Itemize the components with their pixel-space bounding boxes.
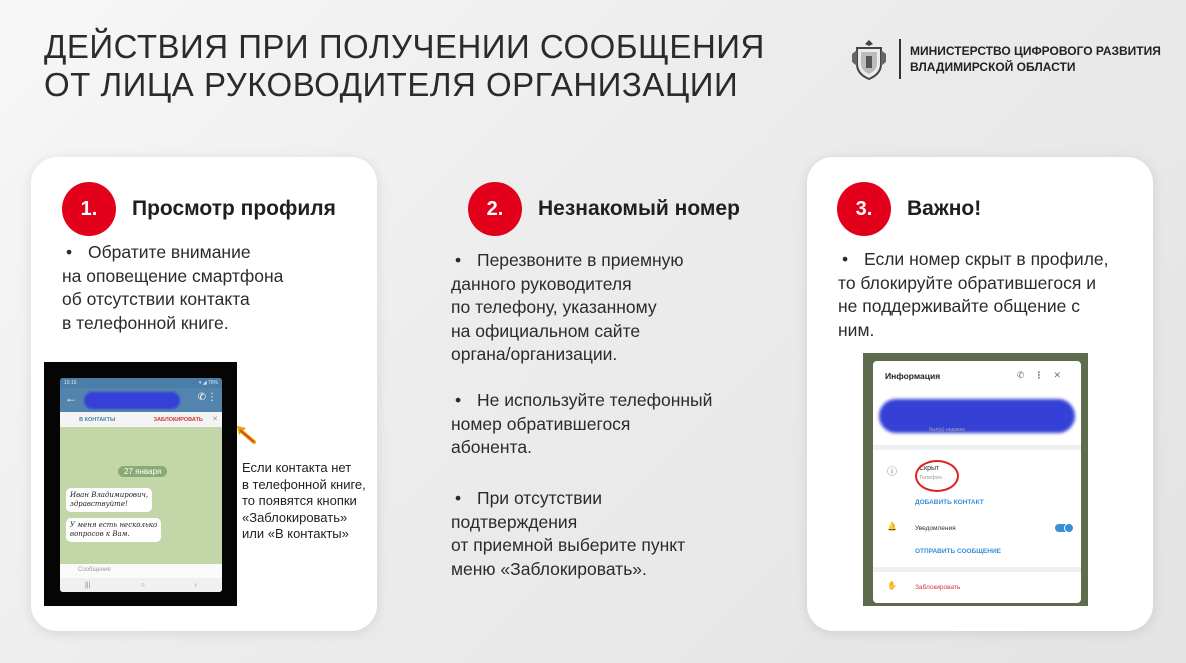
step-3-title: Важно! <box>907 197 982 220</box>
info-screenshot <box>863 353 1088 606</box>
caption-line: или «В контакты» <box>242 526 349 541</box>
step-2-line: от приемной выберите пункт <box>451 535 686 555</box>
divider <box>873 445 1081 450</box>
step-3-text <box>838 248 1109 342</box>
step-3-heading <box>837 182 981 236</box>
step-2-text-1 <box>451 249 684 367</box>
step-2-text-3 <box>451 487 685 581</box>
notifications-toggle <box>1055 524 1073 532</box>
blurred-contact-name <box>84 392 180 409</box>
title-line-1: ДЕЙСТВИЯ ПРИ ПОЛУЧЕНИИ СООБЩЕНИЯ <box>44 28 765 65</box>
menu-dots-icon: ⋮ <box>207 392 217 403</box>
ministry-logo <box>849 36 1161 82</box>
info-icon: ⓘ <box>887 467 897 478</box>
caption-line: в телефонной книге, <box>242 476 366 492</box>
hidden-number: Скрыт <box>919 465 940 472</box>
chat-date: 27 января <box>118 466 167 477</box>
back-arrow-icon: ← <box>65 391 77 405</box>
pointer-arrow-icon <box>234 424 258 446</box>
step-2-line: подтверждения <box>451 511 578 532</box>
last-seen-label: был(а) недавно <box>929 427 966 433</box>
phone-time: 15:15 <box>64 380 77 386</box>
hand-icon: ✋ <box>887 581 897 590</box>
page-title <box>44 28 765 104</box>
step-2-line: на официальном сайте <box>451 320 641 341</box>
step-3-line: не поддерживайте общение с <box>838 296 1080 316</box>
step-1-title: Просмотр профиля <box>132 197 336 220</box>
home-icon: ○ <box>140 581 145 589</box>
step-1-line: Обратите внимание <box>88 242 251 262</box>
send-message-link: ОТПРАВИТЬ СООБЩЕНИЕ <box>915 548 1001 555</box>
phone-status-bar <box>60 378 222 388</box>
step-1-number: 1. <box>62 182 116 236</box>
bullet: • <box>842 249 849 269</box>
phone-nav-bar <box>60 578 222 592</box>
step-2-line: по телефону, указанному <box>451 297 657 317</box>
step-1-heading <box>62 182 336 236</box>
phone-screenshot <box>44 362 237 606</box>
caption-line: то появятся кнопки <box>242 493 357 508</box>
info-header-icons: ✆⋮✕ <box>1016 370 1071 380</box>
block-label: Заблокировать <box>915 584 961 591</box>
phone-label: Телефон <box>919 475 942 481</box>
caption-line: «Заблокировать» <box>242 509 348 525</box>
step-2-heading <box>468 182 740 236</box>
msg-line: Иван Владимирович, <box>70 491 149 499</box>
bullet: • <box>66 242 73 262</box>
coat-of-arms-icon <box>849 36 889 82</box>
bell-icon: 🔔 <box>887 522 897 531</box>
bullet: • <box>455 390 462 410</box>
message-input: Сообщение <box>60 564 222 578</box>
step-3-line: то блокируйте обратившегося и <box>838 272 1096 293</box>
caption-line: Если контакта нет <box>242 460 352 475</box>
info-title: Информация <box>885 371 941 381</box>
ministry-divider <box>899 39 901 79</box>
phone-screen <box>60 378 222 592</box>
step-3-line: ним. <box>838 319 875 340</box>
step-2-line: абонента. <box>451 437 532 457</box>
phone-chat-header <box>60 388 222 412</box>
back-icon: ‹ <box>194 581 197 589</box>
step-1-text <box>62 241 283 335</box>
step-2-line: Перезвоните в приемную <box>477 250 684 270</box>
msg-line: здравствуйте! <box>70 500 128 508</box>
ministry-name <box>910 43 1161 75</box>
notifications-label: Уведомления <box>915 525 956 532</box>
divider <box>873 567 1081 572</box>
step-3-number: 3. <box>837 182 891 236</box>
title-line-2: ОТ ЛИЦА РУКОВОДИТЕЛЯ ОРГАНИЗАЦИИ <box>44 66 739 103</box>
info-header <box>873 361 1081 391</box>
blurred-profile-name <box>879 399 1075 433</box>
msg-line: вопросов к Вам. <box>70 530 130 538</box>
step-2-line: меню «Заблокировать». <box>451 558 647 579</box>
step-3-line: Если номер скрыт в профиле, <box>864 249 1109 269</box>
msg-line: У меня есть несколько <box>70 521 158 529</box>
step-2-text-2 <box>451 389 712 460</box>
red-highlight-circle <box>915 460 959 492</box>
step-2-line: Не используйте телефонный <box>477 390 713 410</box>
close-icon: ✕ <box>212 416 218 423</box>
chat-message <box>66 518 161 542</box>
step-1-line: на оповещение смартфона <box>62 265 284 286</box>
step-2-line: органа/организации. <box>451 344 618 364</box>
info-panel <box>873 361 1081 603</box>
chat-message <box>66 488 152 512</box>
step-2-line: номер обратившегося <box>451 413 631 434</box>
bullet: • <box>455 488 462 508</box>
step-2-line: данного руководителя <box>451 273 632 294</box>
step-2-number: 2. <box>468 182 522 236</box>
phone-caption <box>242 460 366 543</box>
add-contact-label: В КОНТАКТЫ <box>79 416 116 423</box>
step-1-line: об отсутствии контакта <box>62 289 250 309</box>
block-label: ЗАБЛОКИРОВАТЬ <box>153 416 203 423</box>
step-2-title: Незнакомый номер <box>538 197 740 220</box>
ministry-line-1: МИНИСТЕРСТВО ЦИФРОВОГО РАЗВИТИЯ <box>910 44 1161 58</box>
step-1-line: в телефонной книге. <box>62 312 229 333</box>
ministry-line-2: ВЛАДИМИРСКОЙ ОБЛАСТИ <box>910 60 1076 74</box>
step-2-line: При отсутствии <box>477 488 603 508</box>
bullet: • <box>455 250 462 270</box>
phone-action-bar <box>60 412 222 427</box>
phone-call-icon: ✆ <box>197 392 206 403</box>
recent-apps-icon: ||| <box>84 581 91 589</box>
phone-battery: ▾ ◢ 76% <box>198 380 218 386</box>
add-contact-link: ДОБАВИТЬ КОНТАКТ <box>915 499 984 506</box>
